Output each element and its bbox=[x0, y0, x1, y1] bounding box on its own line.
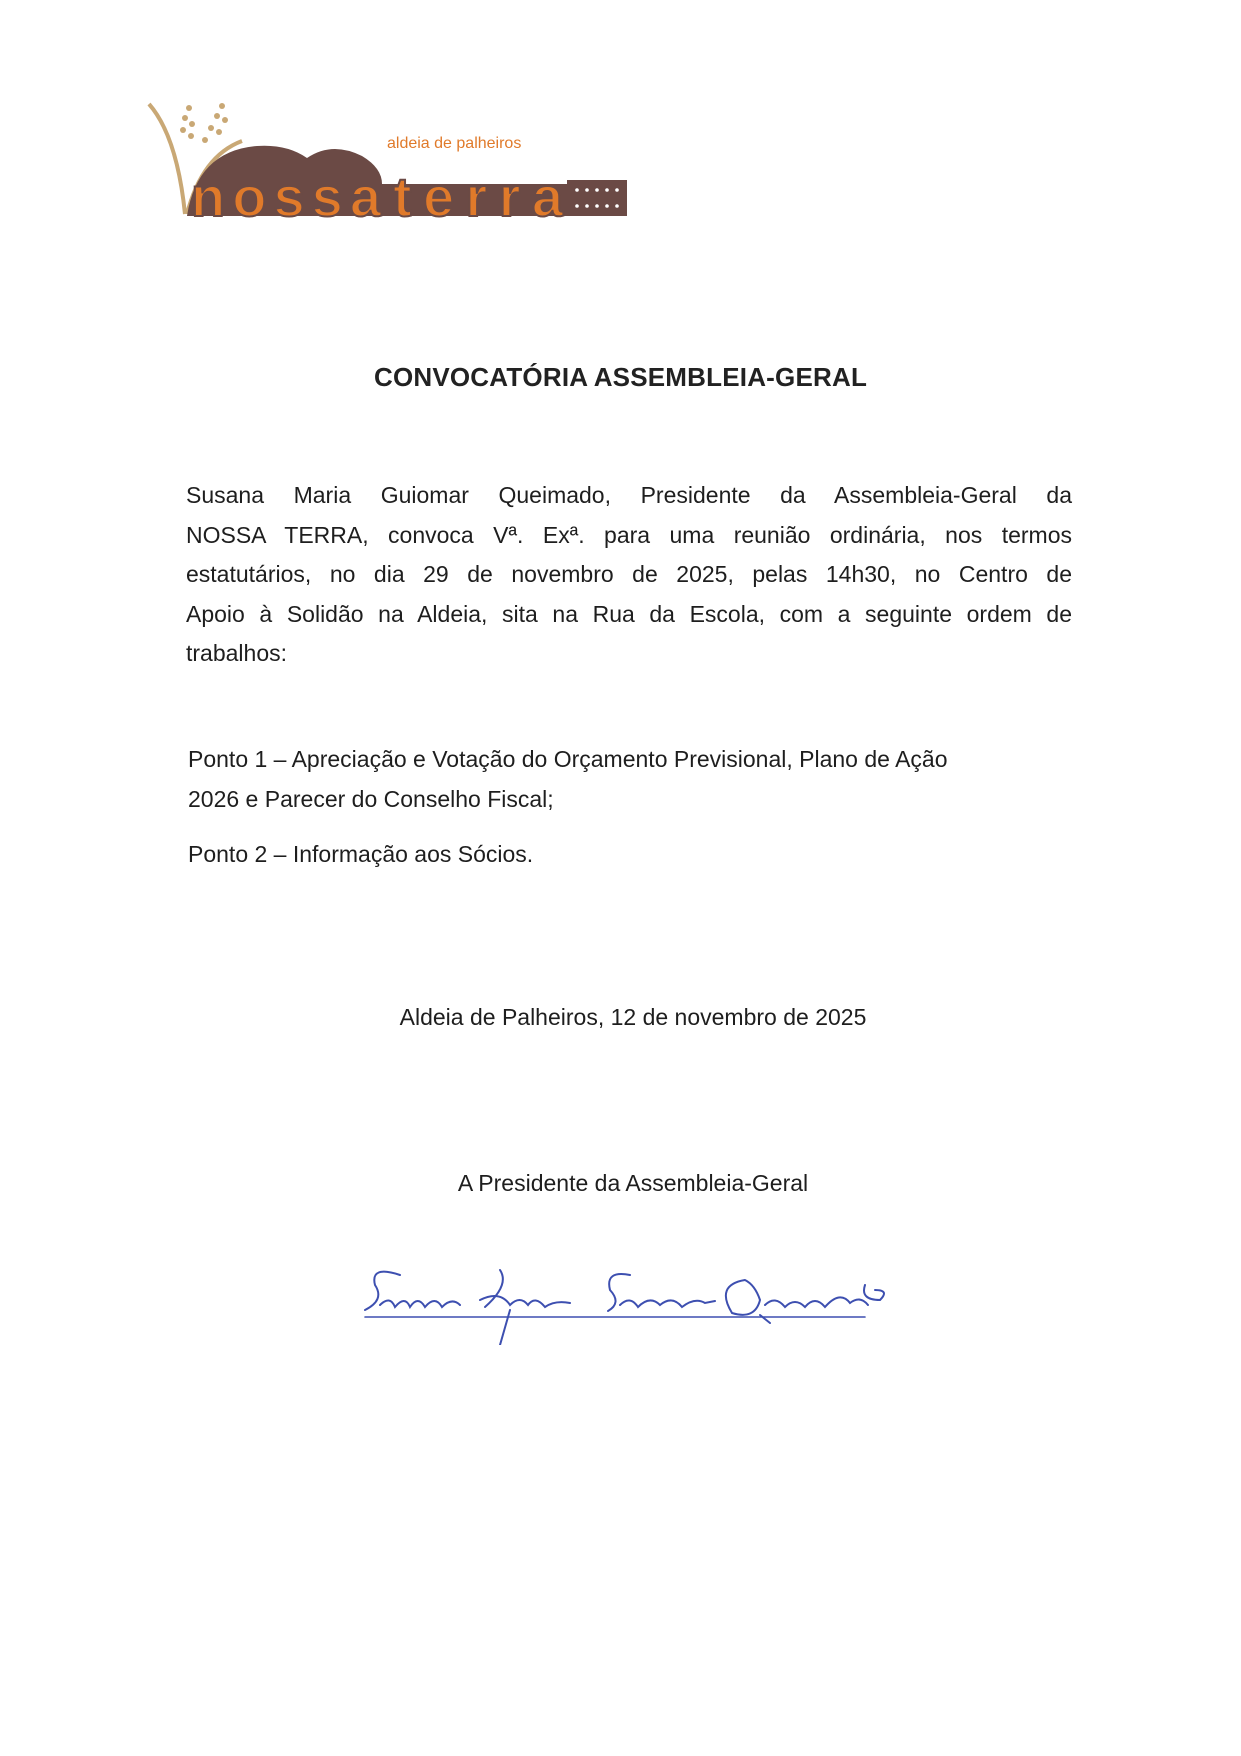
agenda-line: Ponto 2 – Informação aos Sócios. bbox=[188, 841, 534, 867]
svg-text:terra: terra bbox=[393, 165, 563, 224]
agenda-item-2 bbox=[188, 835, 533, 875]
agenda-line: Ponto 1 – Apreciação e Votação do Orçamento Previsional, Plano de Ação bbox=[188, 746, 948, 772]
paragraph-line: Apoio à Solidão na Aldeia, sita na Rua da Escola, com a seguinte ordem de bbox=[186, 600, 1072, 627]
svg-text:aldeia de palheiros: aldeia de palheiros bbox=[387, 135, 522, 152]
nossa-terra-logo bbox=[147, 96, 637, 224]
paragraph-line: NOSSA TERRA, convoca Vª. Exª. para uma reunião ordinária, nos termos bbox=[186, 521, 1072, 548]
paragraph-line: trabalhos: bbox=[186, 640, 288, 666]
paragraph-line: estatutários, no dia 29 de novembro de 2025, pelas 14h30, no Centro de bbox=[186, 561, 1072, 587]
agenda-item-1 bbox=[188, 740, 948, 819]
signer-role: A Presidente da Assembleia-Geral bbox=[457, 1170, 809, 1196]
paragraph-line: Susana Maria Guiomar Queimado, Presidente da Assembleia-Geral da bbox=[186, 482, 1072, 508]
agenda-line: 2026 e Parecer do Conselho Fiscal; bbox=[188, 785, 554, 812]
document-title: CONVOCATÓRIA ASSEMBLEIA-GERAL bbox=[373, 362, 868, 392]
place-and-date: Aldeia de Palheiros, 12 de novembro de 2025 bbox=[399, 1004, 867, 1030]
handwritten-signature bbox=[360, 1245, 925, 1345]
convocation-paragraph bbox=[186, 476, 1072, 674]
svg-text:nossa: nossa bbox=[191, 165, 381, 224]
